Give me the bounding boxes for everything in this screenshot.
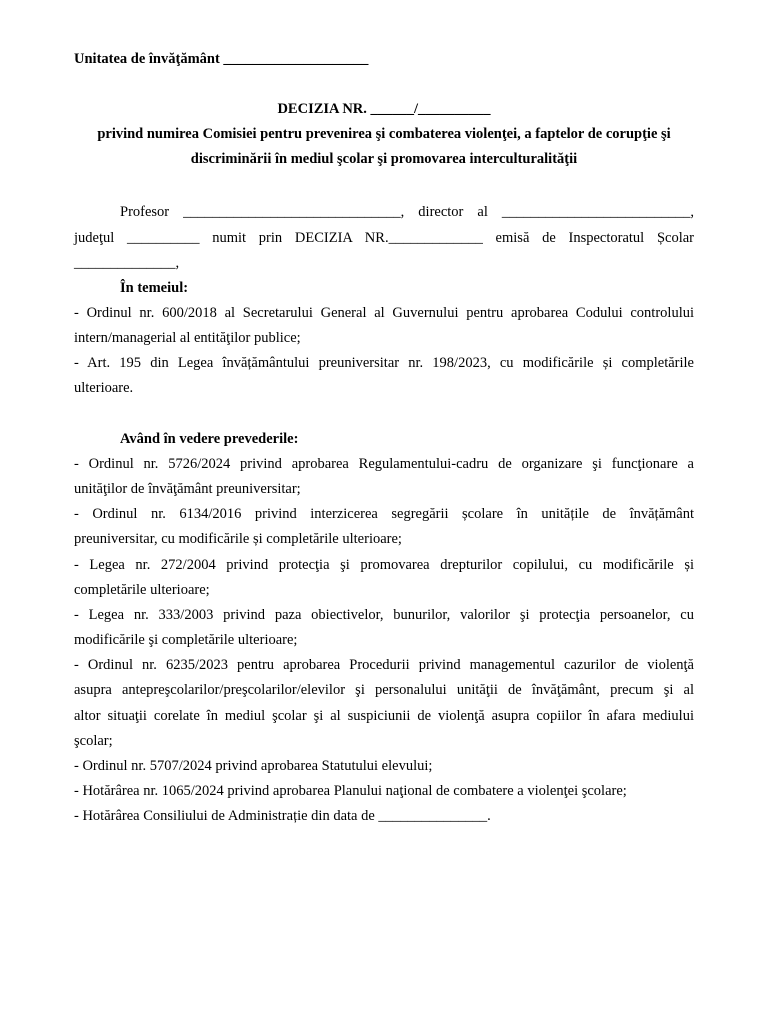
intro-line-3: ______________, <box>74 255 180 271</box>
prevederi-heading: Având în vedere prevederile: <box>120 431 299 447</box>
intro-line-2: judeţul __________ numit prin DECIZIA NR._____________ emisă de Inspectoratul Școlar <box>74 230 694 246</box>
prevederi-line: - Legea nr. 272/2004 privind protecţia şi promovarea drepturilor copilului, cu modificările și <box>74 557 694 573</box>
prevederi-line: unităţilor de învăţământ preuniversitar; <box>74 481 301 497</box>
prevederi-line: şcolar; <box>74 733 113 749</box>
temei-line: ulterioare. <box>74 380 134 396</box>
prevederi-line: - Ordinul nr. 5726/2024 privind aprobarea Regulamentului-cadru de organizare şi funcţionare a <box>74 456 694 472</box>
prevederi-line: - Hotărârea nr. 1065/2024 privind aprobarea Planului naţional de combatere a violenţei şcolare; <box>74 783 627 799</box>
intro-line-1: Profesor ______________________________, director al __________________________, <box>120 204 694 220</box>
temei-line: - Art. 195 din Legea învățământului preuniversitar nr. 198/2023, cu modificările și completările <box>74 355 694 371</box>
prevederi-line: - Hotărârea Consiliului de Administrație din data de _______________. <box>74 808 491 824</box>
decision-title: DECIZIA NR. ______/__________ <box>277 101 491 117</box>
temei-line: intern/managerial al entităţilor publice; <box>74 330 301 346</box>
temei-line: - Ordinul nr. 600/2018 al Secretarului General al Guvernului pentru aprobarea Codului controlului <box>74 305 694 321</box>
prevederi-line: preuniversitar, cu modificările și completările ulterioare; <box>74 531 402 547</box>
prevederi-line: completările ulterioare; <box>74 582 210 598</box>
prevederi-line: - Ordinul nr. 5707/2024 privind aprobarea Statutului elevului; <box>74 758 433 774</box>
prevederi-line: modificările şi completările ulterioare; <box>74 632 298 648</box>
prevederi-line: altor situaţii corelate în mediul şcolar şi al suspiciunii de violenţă asupra copiilor în afara mediului <box>74 708 694 724</box>
prevederi-line: - Ordinul nr. 6134/2016 privind interzicerea segregării școlare în unitățile de învățământ <box>74 506 694 522</box>
decision-subtitle-line-1: privind numirea Comisiei pentru prevenirea şi combaterea violenţei, a faptelor de corupţie şi <box>97 126 671 142</box>
temei-heading: În temeiul: <box>120 280 189 296</box>
decision-subtitle-line-2: discriminării în mediul şcolar şi promovarea interculturalităţii <box>190 151 578 167</box>
prevederi-line: - Ordinul nr. 6235/2023 pentru aprobarea Procedurii privind managementul cazurilor de violenţă <box>74 657 694 673</box>
unit-label: Unitatea de învăţământ ____________________ <box>74 51 369 67</box>
prevederi-line: - Legea nr. 333/2003 privind paza obiectivelor, bunurilor, valorilor şi protecţia persoanelor, cu <box>74 607 694 623</box>
prevederi-line: asupra antepreşcolarilor/preşcolarilor/elevilor şi personalului unităţii de învăţământ, precum şi al <box>74 682 694 698</box>
